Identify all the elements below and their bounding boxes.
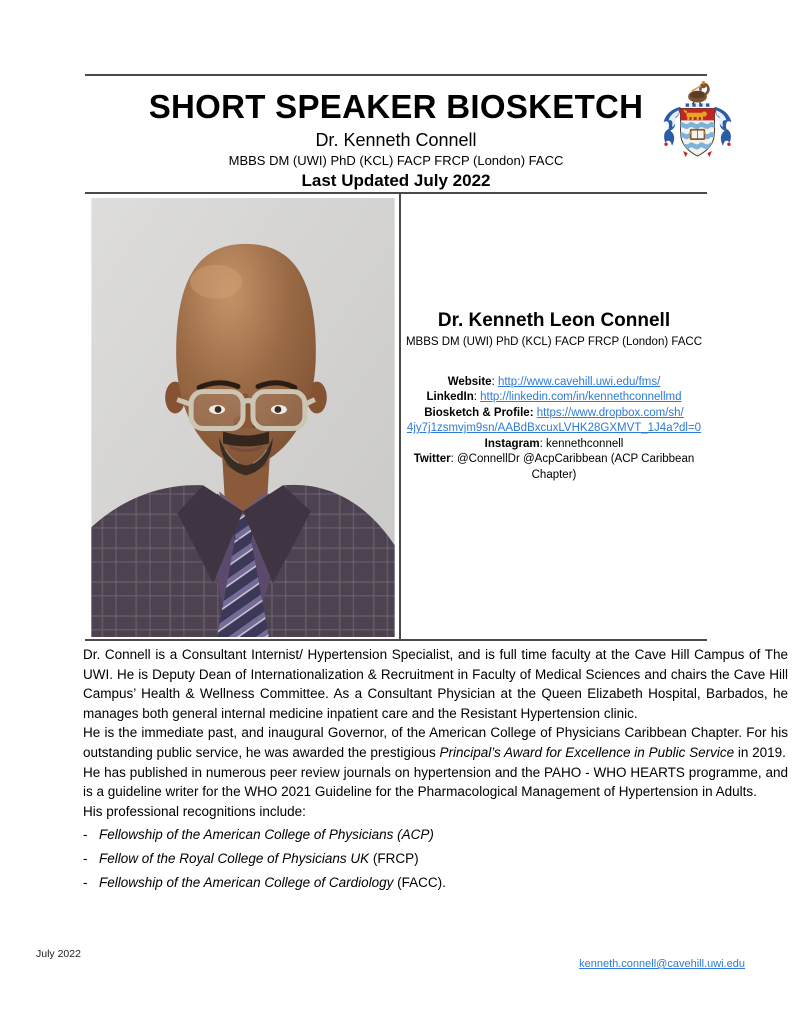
text-segment: Website <box>447 375 492 388</box>
crest-shield <box>679 109 720 157</box>
text-segment: : @ConnellDr @AcpCaribbean (ACP Caribbean Chapter) <box>450 453 695 481</box>
bio-paragraph <box>83 763 788 802</box>
bullet-marker: - <box>83 827 88 843</box>
bio-paragraph <box>83 802 788 822</box>
hyperlink[interactable]: 4jy7j1zsmvjm9sn/AABdBxcuxLVHK28GXMVT_1J4a?dl=0 <box>406 422 702 435</box>
recognition-item <box>83 825 788 845</box>
bio-paragraph <box>83 723 788 762</box>
contact-panel <box>401 310 707 483</box>
last-updated-label: Last Updated July 2022 <box>301 170 491 190</box>
profile-link-row <box>401 437 707 453</box>
text-segment: (FACC). <box>393 874 446 890</box>
text-segment: Fellow of the Royal College of Physicians UK <box>99 850 370 866</box>
speaker-photo <box>91 198 395 637</box>
text-segment: He is the immediate past, and inaugural Governor, of the American College of Physicians Caribbean Chapter. For his outstanding public service, he was awarded the prestigious <box>83 725 788 760</box>
header-credentials: MBBS DM (UWI) PhD (KCL) FACP FRCP (London) FACC <box>228 152 564 168</box>
page-title: SHORT SPEAKER BIOSKETCH <box>148 88 644 125</box>
bio-paragraph <box>83 645 788 723</box>
text-segment: : <box>491 375 498 388</box>
hyperlink[interactable]: https://www.dropbox.com/sh/ <box>536 406 684 419</box>
speaker-credentials: MBBS DM (UWI) PhD (KCL) FACP FRCP (London) FACC <box>405 335 703 348</box>
text-segment: Instagram <box>484 437 540 450</box>
profile-link-row <box>401 375 707 391</box>
text-segment: Biosketch & Profile: <box>424 406 534 419</box>
bullet-marker: - <box>83 874 88 890</box>
text-segment: His professional recognitions include: <box>83 803 306 819</box>
recognition-text <box>99 873 446 893</box>
hyperlink[interactable]: http://linkedin.com/in/kennethconnellmd <box>480 391 682 404</box>
biography-text <box>83 645 788 892</box>
profile-link-row <box>401 452 707 483</box>
divider-table-bottom <box>85 639 707 641</box>
document-header <box>85 88 707 191</box>
hyperlink[interactable]: http://www.cavehill.uwi.edu/fms/ <box>497 375 661 388</box>
text-segment: Principal’s Award for Excellence in Public Service <box>439 744 735 760</box>
profile-link-row <box>401 390 707 406</box>
text-segment: Fellowship of the American College of Physicians (ACP) <box>99 827 434 843</box>
text-segment: LinkedIn <box>426 391 474 404</box>
profile-links <box>401 375 707 484</box>
footer-email-link[interactable]: kenneth.connell@cavehill.uwi.edu <box>579 958 745 970</box>
text-segment: Dr. Connell is a Consultant Internist/ Hypertension Specialist, and is full time faculty at the Cave Hill Campus of The UWI. He is Deputy Dean of Internationalization & Recruitment in Faculty of Medical Sciences and chairs the Cave Hill Campus’ Health & Wellness Committee. As a Consultant Physician at the Queen Elizabeth Hospital, Barbados, he manages both general internal medicine inpatient care and the Resistant Hypertension clinic. <box>83 647 788 721</box>
uwi-crest-icon <box>655 81 740 170</box>
bullet-marker: - <box>83 850 88 866</box>
footer-date: July 2022 <box>36 948 81 960</box>
header-speaker-name: Dr. Kenneth Connell <box>315 129 477 150</box>
text-segment: He has published in numerous peer review journals on hypertension and the PAHO - WHO HEARTS programme, and is a guideline writer for the WHO 2021 Guideline for the Pharmacological Management of Hypertension in Adults. <box>83 764 788 800</box>
divider-header <box>85 192 707 194</box>
text-segment: : <box>473 391 481 404</box>
text-segment: Fellowship of the American College of Cardiology <box>99 874 394 890</box>
recognition-text <box>99 849 419 869</box>
crest-pelican <box>686 81 710 107</box>
text-segment: Twitter <box>413 453 451 466</box>
recognition-item <box>83 849 788 869</box>
recognition-text <box>99 825 434 845</box>
speaker-full-name: Dr. Kenneth Leon Connell <box>437 310 671 331</box>
divider-top <box>85 74 707 76</box>
text-segment: : kennethconnell <box>539 437 624 450</box>
text-segment: (FRCP) <box>369 850 419 866</box>
text-segment: in 2019. <box>734 744 786 760</box>
profile-link-row <box>401 406 707 437</box>
recognition-item <box>83 873 788 893</box>
